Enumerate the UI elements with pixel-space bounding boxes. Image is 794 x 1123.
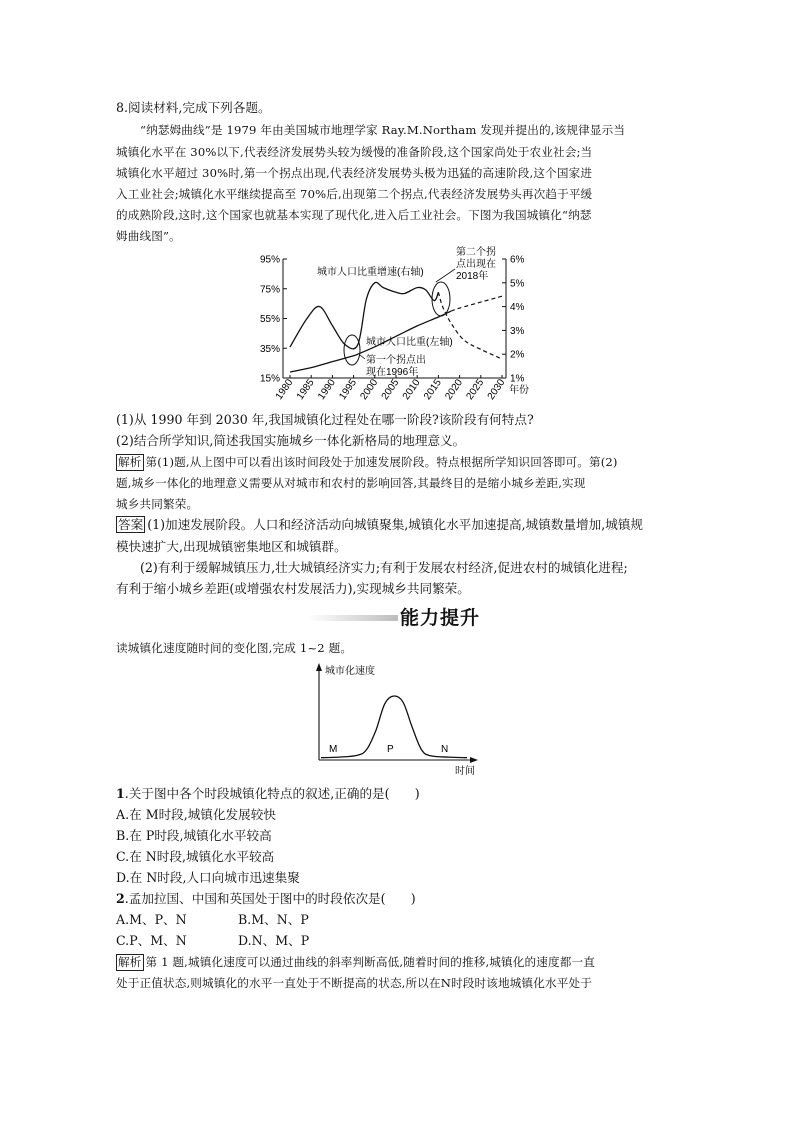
option-item[interactable]: B.M、N、P <box>238 912 309 927</box>
analysis-line: 第(1)题,从上图中可以看出该时间段处于加速发展阶段。特点根据所学知识回答即可。第(2) <box>145 455 618 469</box>
option-item[interactable]: C.在 N时段,城镇化水平较高 <box>116 849 275 864</box>
option-item[interactable]: B.在 P时段,城镇化水平较高 <box>116 828 272 843</box>
annotation-1996-line: 第一个拐点出 <box>366 355 426 366</box>
x-tick-label: 2025 <box>464 377 487 402</box>
x-tick-label: 1990 <box>316 377 338 402</box>
q8-para-line: “纳瑟姆曲线”是 1979 年由美国城市地理学家 Ray.M.Northam 发现并提出的,该规律显示当 <box>140 123 626 137</box>
point-label-M: M <box>329 744 338 755</box>
inflection-circle-1996 <box>344 335 360 365</box>
question-number: 1 <box>116 786 125 801</box>
option-item[interactable]: A.在 M时段,城镇化发展较快 <box>116 807 276 822</box>
question-2 <box>116 889 416 909</box>
analysis-tag: 解析 <box>118 955 142 969</box>
point-label-P: P <box>387 744 394 755</box>
legend-share-label: 城市人口比重(左轴) <box>366 337 453 348</box>
left-tick-label: 75% <box>259 284 280 296</box>
right-tick-label: 3% <box>510 325 525 337</box>
right-tick-label: 5% <box>510 278 525 290</box>
speed-ylabel: 城市化速度 <box>325 666 375 677</box>
left-tick-label: 15% <box>259 373 280 385</box>
question-1 <box>116 784 420 804</box>
question-number: 2 <box>116 891 125 906</box>
answer-line: (1)加速发展阶段。人口和经济活动向城镇聚集,城镇化水平加速提高,城镇数量增加,城镇规 <box>147 517 644 532</box>
option-item[interactable]: A.M、P、N <box>116 912 187 927</box>
analysis-line: 处于正值状态,则城镇化的水平一直处于不断提高的状态,所以在N时段时该地城镇化水平处于 <box>116 976 592 990</box>
answer-line: 有利于缩小城乡差距(或增强农村发展活力),实现城乡共同繁荣。 <box>116 581 470 596</box>
annotation-1996-line: 现在1996年 <box>366 367 419 378</box>
annotation-2018-line: 点出现在 <box>456 259 496 270</box>
x-tick-label: 2000 <box>358 377 381 402</box>
ability-intro: 读城镇化速度随时间的变化图,完成 1~2 题。 <box>116 641 353 655</box>
right-tick-label: 1% <box>510 373 525 385</box>
question-stem: .关于图中各个时段城镇化特点的叙述,正确的是( ) <box>124 786 420 801</box>
answer-line: (2)有利于缓解城镇压力,壮大城镇经济实力;有利于发展农村经济,促进农村的城镇化进程; <box>140 560 628 575</box>
right-tick-label: 2% <box>510 349 525 361</box>
option-item[interactable]: D.在 N时段,人口向城市迅速集聚 <box>116 870 300 885</box>
analysis-tag: 解析 <box>118 455 142 469</box>
series-rate-projected <box>438 292 502 359</box>
q8-answer <box>116 515 643 535</box>
inflection-circle-2018 <box>432 282 450 316</box>
legend-rate-label: 城市人口比重增速(右轴) <box>317 267 424 278</box>
right-tick-label: 4% <box>510 302 525 314</box>
left-tick-label: 55% <box>259 314 280 325</box>
analysis-line: 城乡共同繁荣。 <box>116 497 199 511</box>
x-tick-label: 2020 <box>443 377 466 402</box>
annotation-2018-line: 第二个拐 <box>456 247 496 258</box>
q8-para-line: 入工业社会;城镇化水平继续提高至 70%后,出现第二个拐点,代表经济发展势头再次趋于平缓 <box>116 187 593 201</box>
section-decor-bar <box>308 615 398 621</box>
q8-analysis <box>116 452 618 472</box>
series-share-projected <box>451 296 502 311</box>
answer-tag: 答案 <box>118 517 144 532</box>
analysis-line: 题,城乡一体化的地理意义需要从对城市和农村的影响回答,其最终目的是缩小城乡差距,实现 <box>116 476 586 490</box>
speed-xlabel: 时间 <box>455 766 475 777</box>
q8-question-1: (1)从 1990 年到 2030 年,我国城镇化过程处在哪一阶段?该阶段有何特点? <box>116 412 534 427</box>
x-tick-label: 1980 <box>273 377 296 402</box>
x-tick-label: 2030 <box>485 377 508 402</box>
q8-para-line: 姆曲线图”。 <box>116 229 181 243</box>
left-tick-label: 35% <box>259 343 280 355</box>
x-tick-label: 2010 <box>400 377 423 402</box>
x-tick-label: 1995 <box>337 377 360 402</box>
section-title: 能力提升 <box>400 607 481 629</box>
northam-chart <box>250 245 550 405</box>
q8-para-line: 城镇化水平在 30%以下,代表经济发展势头较为缓慢的准备阶段,这个国家尚处于农业社会;当 <box>116 145 593 159</box>
x-axis-label: 年份 <box>509 385 529 396</box>
q8-para-line: 城镇化水平超过 30%时,第一个拐点出现,代表经济发展势头极为迅猛的高速阶段,这个国家进 <box>116 166 593 180</box>
question-stem: .孟加拉国、中国和英国处于图中的时段依次是( ) <box>124 891 416 906</box>
option-item[interactable]: D.N、M、P <box>238 933 310 948</box>
answer-line: 模快速扩大,出现城镇密集地区和城镇群。 <box>116 539 347 554</box>
q8-title: 8.阅读材料,完成下列各题。 <box>116 100 271 115</box>
x-tick-label: 1985 <box>294 377 317 402</box>
ability-analysis <box>116 952 595 972</box>
option-item[interactable]: C.P、M、N <box>116 933 187 948</box>
q8-question-2: (2)结合所学知识,简述我国实施城乡一体化新格局的地理意义。 <box>116 433 466 448</box>
q8-para-line: 的成熟阶段,这时,这个国家也就基本实现了现代化,进入后工业社会。下图为我国城镇化“纳瑟 <box>116 208 592 222</box>
annotation-2018-line: 2018年 <box>456 271 489 282</box>
x-tick-label: 2015 <box>422 377 444 402</box>
analysis-line: 第 1 题,城镇化速度可以通过曲线的斜率判断高低,随着时间的推移,城镇化的速度都一直 <box>145 955 595 969</box>
point-label-N: N <box>441 744 449 755</box>
x-tick-label: 2005 <box>379 377 402 402</box>
left-tick-label: 95% <box>259 254 280 266</box>
right-tick-label: 6% <box>510 254 525 266</box>
